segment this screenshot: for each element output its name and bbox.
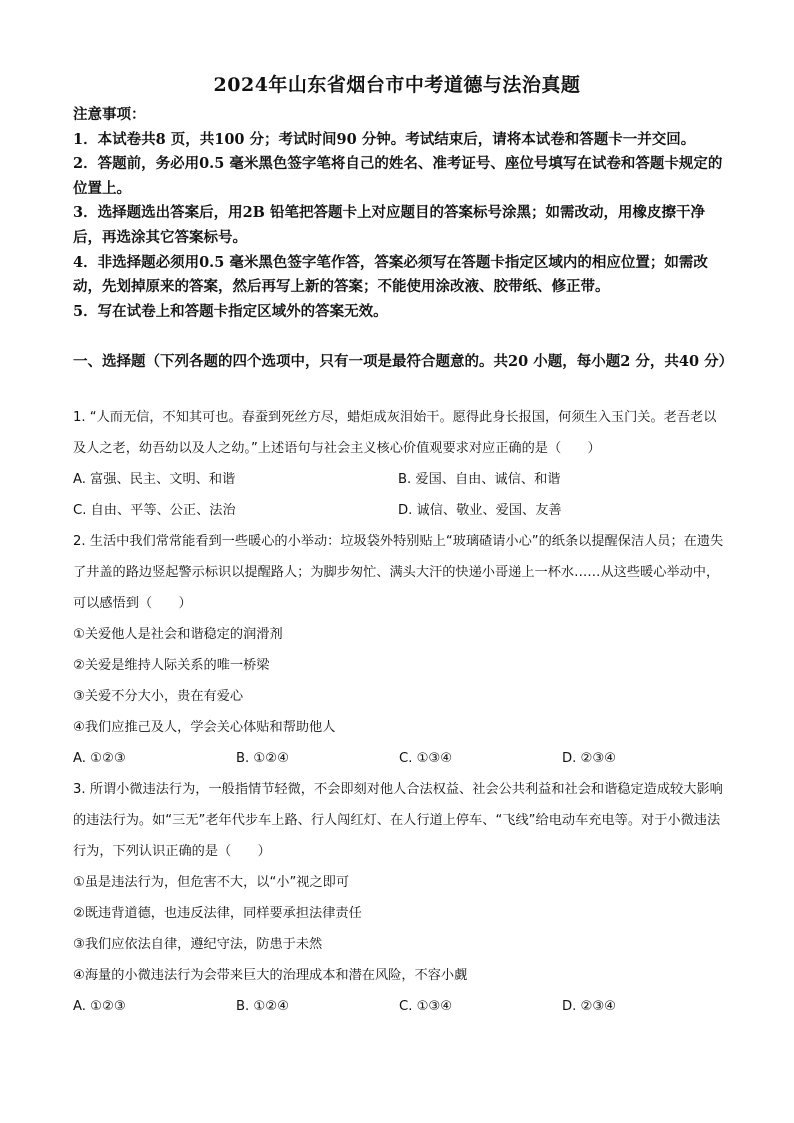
option-a: A. 富强、民主、文明、和谐: [73, 472, 236, 487]
option-c: C. ①③④: [399, 751, 453, 766]
option-b: B. ①②④: [236, 751, 289, 766]
notice-block: [73, 103, 728, 324]
statement: ①关爱他人是社会和谐稳定的润滑剂: [73, 627, 283, 642]
option-row: [73, 991, 728, 1022]
notice-item: 5．写在试卷上和答题卡指定区域外的答案无效。: [73, 302, 388, 320]
option-d: D. 诚信、敬业、爱国、友善: [398, 503, 562, 518]
question-2: [73, 526, 728, 774]
option-row: [73, 464, 728, 495]
option-row: [73, 495, 728, 526]
question-stem: 2. 生活中我们常常能看到一些暖心的小举动：垃圾袋外特别贴上“玻璃碴请小心”的纸条以提醒保洁人员；在遗失了井盖的路边竖起警示标识以提醒路人；为脚步匆忙、满头大汗的快递小哥递上一杯水……从这些暖心举动中，可以感悟到（ ）: [73, 534, 724, 611]
question-3: [73, 774, 728, 1022]
statement: ④我们应推己及人，学会关心体贴和帮助他人: [73, 720, 336, 735]
notice-item: 3．选择题选出答案后，用2B 铅笔把答题卡上对应题目的答案标号涂黑；如需改动，用橡皮擦干净后，再选涂其它答案标号。: [73, 204, 705, 246]
option-b: B. ①②④: [236, 999, 289, 1014]
page-title: 2024年山东省烟台市中考道德与法治真题: [213, 74, 581, 96]
option-a: A. ①②③: [73, 999, 126, 1014]
option-row: [73, 743, 728, 774]
option-d: D. ②③④: [562, 751, 617, 766]
question-1: [73, 402, 728, 526]
statement: ③我们应依法自律，遵纪守法，防患于未然: [73, 937, 323, 952]
statement: ②既违背道德，也违反法律，同样要承担法律责任: [73, 906, 362, 921]
statement: ③关爱不分大小，贵在有爱心: [73, 689, 244, 704]
statement: ②关爱是维持人际关系的唯一桥梁: [73, 658, 270, 673]
question-stem: 1. “人而无信，不知其可也。春蚕到死丝方尽，蜡炬成灰泪始干。愿得此身长报国，何须生入玉门关。老吾老以及人之老，幼吾幼以及人之幼。”上述语句与社会主义核心价值观要求对应正确的是（ ）: [73, 410, 717, 456]
option-d: D. ②③④: [562, 999, 617, 1014]
option-a: A. ①②③: [73, 751, 126, 766]
notice-item: 2．答题前，务必用0.5 毫米黑色签字笔将自己的姓名、准考证号、座位号填写在试卷和答题卡规定的位置上。: [73, 155, 723, 197]
notice-heading: 注意事项：: [73, 106, 146, 123]
statement: ④海量的小微违法行为会带来巨大的治理成本和潜在风险，不容小觑: [73, 968, 468, 983]
option-b: B. 爱国、自由、诚信、和谐: [398, 472, 561, 487]
question-stem: 3. 所谓小微违法行为，一般指情节轻微，不会即刻对他人合法权益、社会公共利益和社会和谐稳定造成较大影响的违法行为。如“三无”老年代步车上路、行人闯红灯、在人行道上停车、“飞线”给电动车充电等。对于小微违法行为，下列认识正确的是（ ）: [73, 782, 723, 859]
option-c: C. ①③④: [399, 999, 453, 1014]
notice-item: 4．非选择题必须用0.5 毫米黑色签字笔作答，答案必须写在答题卡指定区域内的相应位置；如需改动，先划掉原来的答案，然后再写上新的答案；不能使用涂改液、胶带纸、修正带。: [73, 253, 708, 296]
option-c: C. 自由、平等、公正、法治: [73, 503, 236, 518]
question-list: [73, 402, 728, 1022]
section-heading: [73, 350, 734, 375]
section-text: 一、选择题（下列各题的四个选项中，只有一项是最符合题意的。共20 小题，每小题2 分，共40 分）: [73, 353, 734, 370]
notice-item: 1．本试卷共8 页，共100 分；考试时间90 分钟。考试结束后，请将本试卷和答题卡一并交回。: [73, 130, 696, 148]
statement: ①虽是违法行为，但危害不大，以“小”视之即可: [73, 875, 350, 890]
